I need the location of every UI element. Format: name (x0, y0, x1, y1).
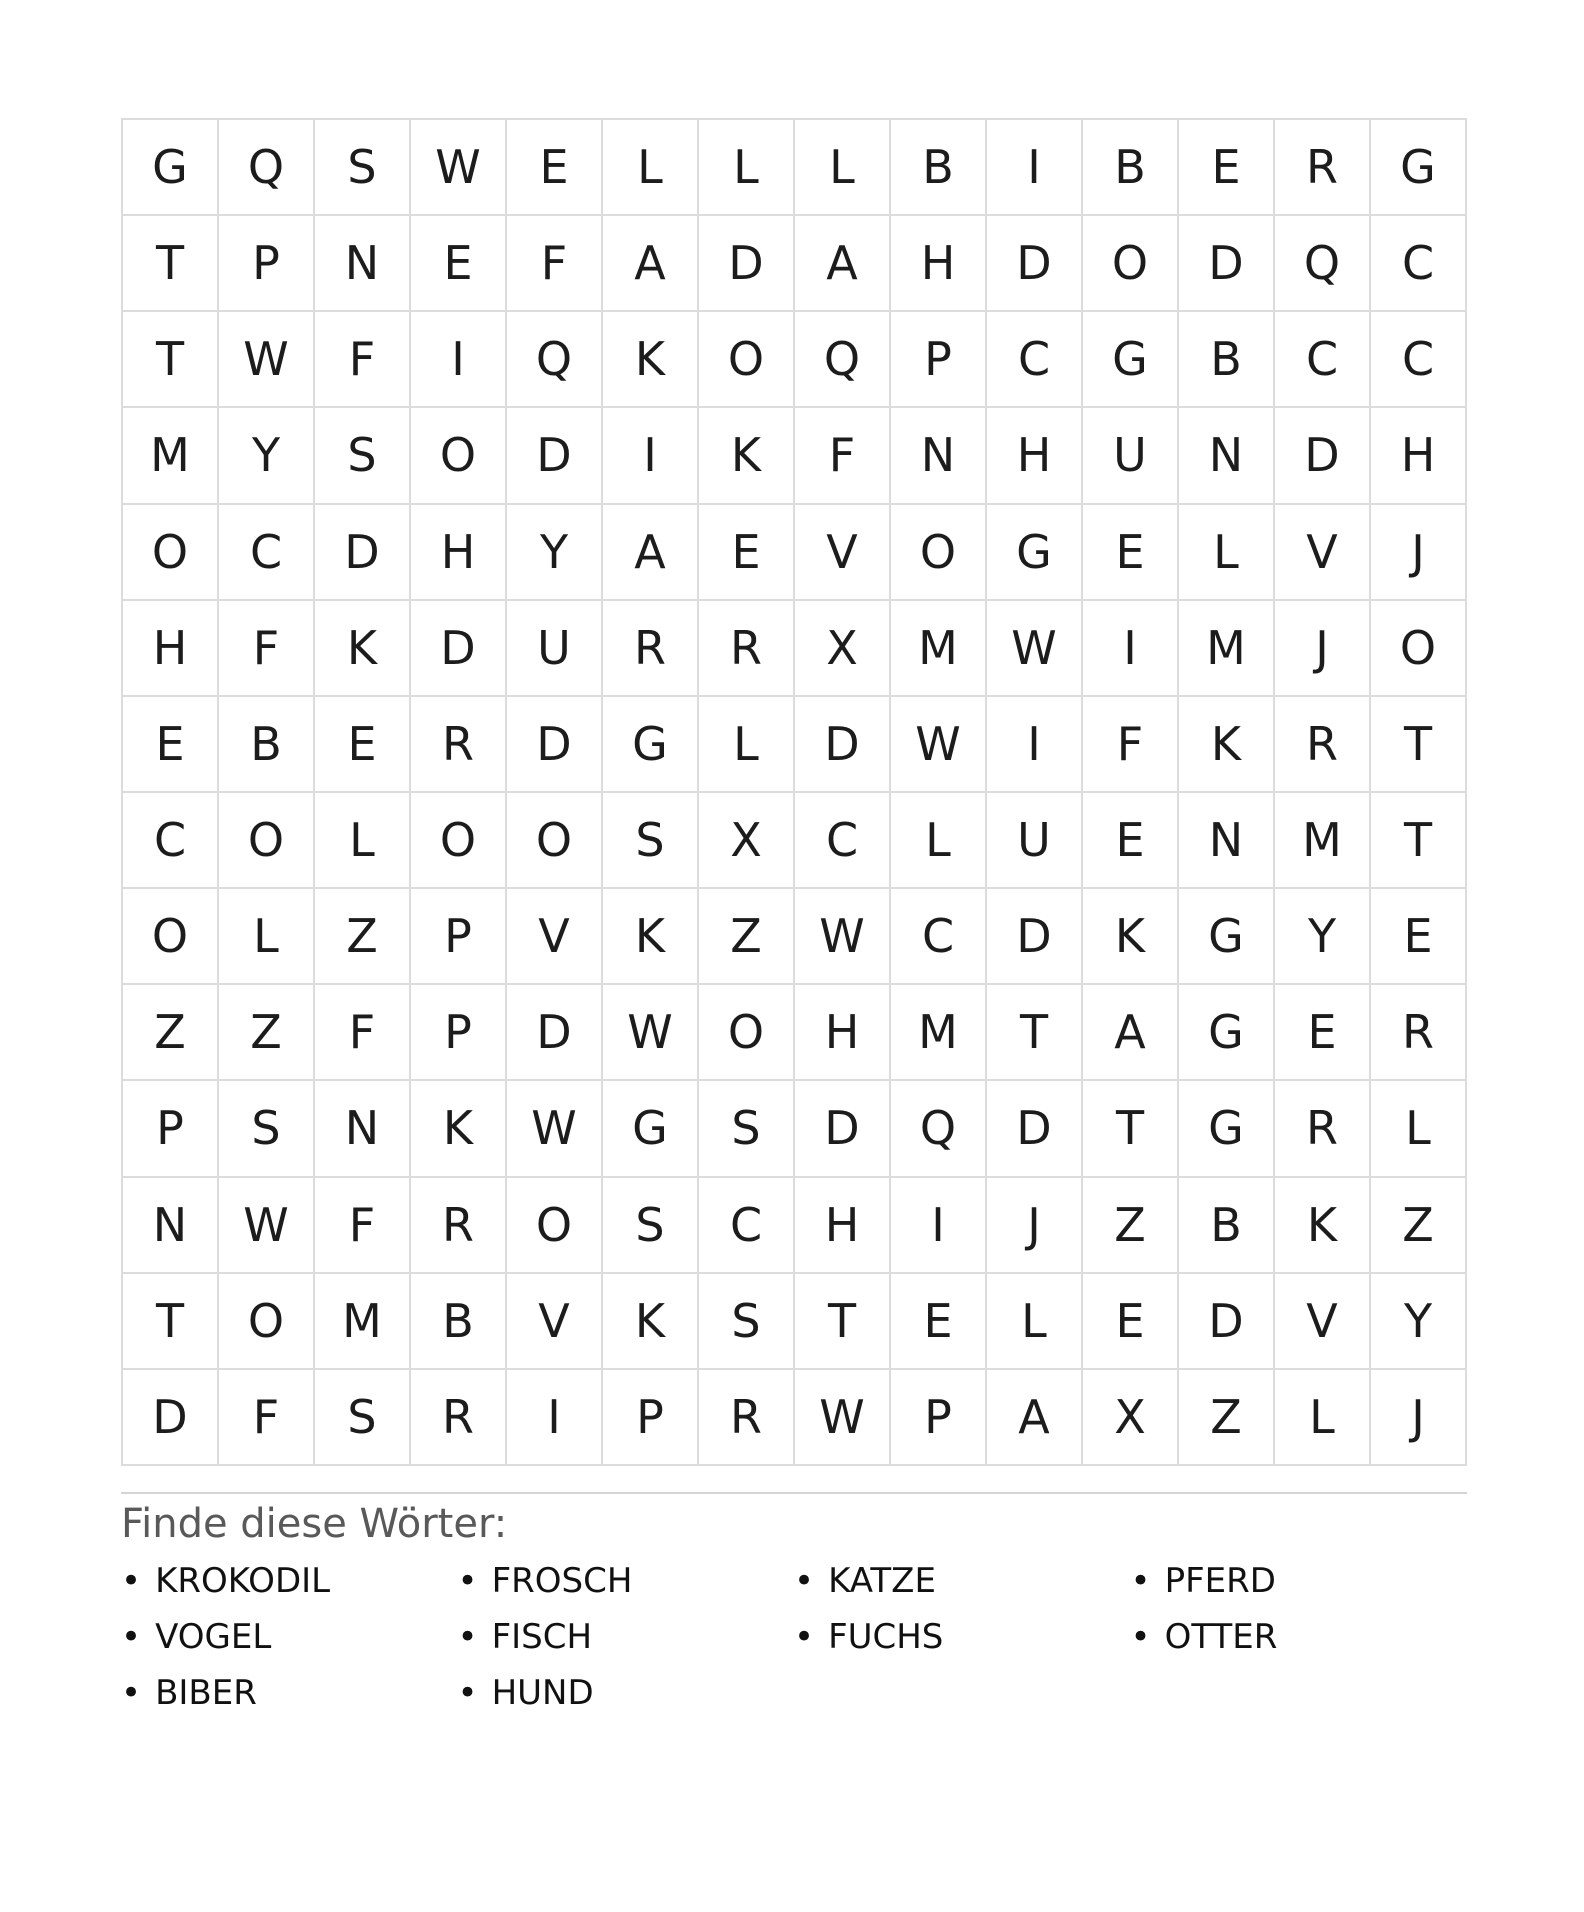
grid-cell: N (1178, 792, 1274, 888)
grid-cell: N (890, 407, 986, 503)
grid-cell: D (1178, 1273, 1274, 1369)
grid-cell: R (1274, 696, 1370, 792)
grid-cell: H (986, 407, 1082, 503)
grid-cell: H (122, 600, 218, 696)
grid-cell: Q (1274, 215, 1370, 311)
grid-cell: K (602, 311, 698, 407)
grid-cell: C (794, 792, 890, 888)
grid-cell: Y (1370, 1273, 1466, 1369)
grid-cell: S (602, 792, 698, 888)
grid-cell: V (1274, 504, 1370, 600)
grid-cell: Y (1274, 888, 1370, 984)
grid-cell: Y (218, 407, 314, 503)
bullet-icon: • (121, 1617, 142, 1657)
grid-cell: E (1082, 504, 1178, 600)
grid-cell: S (698, 1080, 794, 1176)
grid-cell: L (890, 792, 986, 888)
grid-cell: E (1082, 792, 1178, 888)
grid-cell: D (986, 215, 1082, 311)
grid-cell: K (602, 888, 698, 984)
grid-cell: I (506, 1369, 602, 1465)
grid-cell: B (1178, 311, 1274, 407)
bullet-icon: • (121, 1673, 142, 1713)
grid-cell: F (314, 311, 410, 407)
grid-cell: T (122, 215, 218, 311)
grid-cell: R (602, 600, 698, 696)
grid-cell: F (314, 984, 410, 1080)
word-label: FUCHS (828, 1617, 944, 1657)
grid-cell: X (698, 792, 794, 888)
grid-cell: R (698, 1369, 794, 1465)
bullet-icon: • (457, 1673, 478, 1713)
grid-cell: X (1082, 1369, 1178, 1465)
grid-cell: O (698, 984, 794, 1080)
grid-cell: P (218, 215, 314, 311)
grid-cell: M (314, 1273, 410, 1369)
word-list-column (121, 1553, 458, 1721)
word-label: KATZE (828, 1561, 936, 1601)
grid-cell: U (986, 792, 1082, 888)
grid-cell: M (122, 407, 218, 503)
grid-cell: I (986, 119, 1082, 215)
grid-cell: E (410, 215, 506, 311)
grid-cell: T (122, 311, 218, 407)
grid-cell: D (410, 600, 506, 696)
grid-cell: C (890, 888, 986, 984)
grid-cell: S (314, 1369, 410, 1465)
bullet-icon: • (794, 1617, 815, 1657)
grid-cell: D (794, 696, 890, 792)
grid-cell: G (1178, 1080, 1274, 1176)
grid-cell: Q (506, 311, 602, 407)
grid-cell: L (1370, 1080, 1466, 1176)
word-label: PFERD (1164, 1561, 1276, 1601)
grid-cell: R (410, 696, 506, 792)
grid-cell: D (986, 888, 1082, 984)
grid-cell: T (122, 1273, 218, 1369)
grid-cell: C (122, 792, 218, 888)
grid-cell: M (890, 984, 986, 1080)
grid-cell: D (506, 984, 602, 1080)
grid-cell: L (1274, 1369, 1370, 1465)
grid-cell: D (122, 1369, 218, 1465)
word-label: OTTER (1164, 1617, 1278, 1657)
grid-cell: B (1082, 119, 1178, 215)
word-list-columns (121, 1553, 1467, 1721)
grid-cell: B (410, 1273, 506, 1369)
grid-cell: K (1178, 696, 1274, 792)
grid-cell: H (794, 1177, 890, 1273)
word-list-item (121, 1553, 458, 1609)
grid-cell: L (218, 888, 314, 984)
word-label: FISCH (491, 1617, 593, 1657)
grid-cell: F (1082, 696, 1178, 792)
grid-cell: I (890, 1177, 986, 1273)
grid-cell: C (1370, 311, 1466, 407)
grid-cell: P (410, 984, 506, 1080)
grid-cell: T (986, 984, 1082, 1080)
grid-cell: A (1082, 984, 1178, 1080)
grid-cell: L (602, 119, 698, 215)
grid-cell: O (890, 504, 986, 600)
grid-cell: I (1082, 600, 1178, 696)
grid-cell: R (1370, 984, 1466, 1080)
grid-cell: J (1274, 600, 1370, 696)
bullet-icon: • (794, 1561, 815, 1601)
grid-cell: E (1178, 119, 1274, 215)
grid-cell: D (314, 504, 410, 600)
word-list-column (1131, 1553, 1468, 1721)
grid-cell: D (1274, 407, 1370, 503)
grid-cell: V (506, 888, 602, 984)
grid-cell: Z (122, 984, 218, 1080)
grid-cell: W (890, 696, 986, 792)
grid-cell: E (1082, 1273, 1178, 1369)
grid-cell: O (410, 407, 506, 503)
grid-cell: T (1082, 1080, 1178, 1176)
grid-cell: B (218, 696, 314, 792)
grid-cell: M (1178, 600, 1274, 696)
word-list-item (458, 1553, 795, 1609)
grid-cell: L (698, 119, 794, 215)
grid-cell: O (218, 1273, 314, 1369)
word-list-item (458, 1609, 795, 1665)
word-list-column (794, 1553, 1131, 1721)
grid-cell: G (1082, 311, 1178, 407)
grid-cell: G (602, 696, 698, 792)
grid-cell: W (410, 119, 506, 215)
grid-cell: K (1082, 888, 1178, 984)
word-list-item (794, 1553, 1131, 1609)
word-list-item (794, 1609, 1131, 1665)
grid-cell: A (986, 1369, 1082, 1465)
grid-cell: G (1370, 119, 1466, 215)
grid-cell: D (506, 407, 602, 503)
grid-cell: K (602, 1273, 698, 1369)
grid-cell: O (218, 792, 314, 888)
grid-cell: I (986, 696, 1082, 792)
grid-cell: A (602, 504, 698, 600)
grid-cell: C (1370, 215, 1466, 311)
grid-cell: D (698, 215, 794, 311)
grid-cell: J (986, 1177, 1082, 1273)
grid-cell: O (506, 1177, 602, 1273)
grid-cell: D (1178, 215, 1274, 311)
grid-cell: R (698, 600, 794, 696)
grid-cell: X (794, 600, 890, 696)
grid-cell: S (602, 1177, 698, 1273)
grid-cell: Q (794, 311, 890, 407)
grid-cell: C (698, 1177, 794, 1273)
grid-cell: E (1370, 888, 1466, 984)
grid-cell: L (314, 792, 410, 888)
grid-cell: W (506, 1080, 602, 1176)
grid-cell: G (1178, 888, 1274, 984)
grid-cell: Z (698, 888, 794, 984)
grid-cell: U (1082, 407, 1178, 503)
grid-cell: D (506, 696, 602, 792)
grid-cell: G (986, 504, 1082, 600)
grid-cell: W (794, 1369, 890, 1465)
grid-cell: V (1274, 1273, 1370, 1369)
grid-cell: Q (218, 119, 314, 215)
grid-cell: I (410, 311, 506, 407)
grid-cell: K (410, 1080, 506, 1176)
grid-cell: G (122, 119, 218, 215)
word-list-heading: Finde diese Wörter: (121, 1501, 508, 1547)
grid-cell: G (602, 1080, 698, 1176)
word-list-item (1131, 1553, 1468, 1609)
grid-cell: P (890, 311, 986, 407)
grid-cell: D (986, 1080, 1082, 1176)
grid-cell: R (410, 1369, 506, 1465)
grid-cell: Z (218, 984, 314, 1080)
bullet-icon: • (457, 1617, 478, 1657)
grid-cell: O (122, 888, 218, 984)
grid-cell: E (506, 119, 602, 215)
grid-cell: E (698, 504, 794, 600)
grid-cell: V (506, 1273, 602, 1369)
grid-cell: Z (1370, 1177, 1466, 1273)
grid-cell: N (314, 215, 410, 311)
grid-cell: F (218, 1369, 314, 1465)
grid-cell: P (602, 1369, 698, 1465)
grid-cell: M (890, 600, 986, 696)
grid-cell: S (698, 1273, 794, 1369)
word-label: VOGEL (155, 1617, 272, 1657)
grid-cell: E (1274, 984, 1370, 1080)
grid-cell: H (794, 984, 890, 1080)
grid-cell: Q (890, 1080, 986, 1176)
grid-cell: N (314, 1080, 410, 1176)
word-list-item (1131, 1609, 1468, 1665)
grid-cell: F (506, 215, 602, 311)
word-label: KROKODIL (155, 1561, 331, 1601)
bullet-icon: • (121, 1561, 142, 1601)
bullet-icon: • (1130, 1617, 1151, 1657)
grid-cell: H (890, 215, 986, 311)
grid-cell: W (794, 888, 890, 984)
grid-cell: O (1370, 600, 1466, 696)
grid-cell: I (602, 407, 698, 503)
grid-cell: Y (506, 504, 602, 600)
grid-cell: A (602, 215, 698, 311)
grid-cell: R (1274, 119, 1370, 215)
grid-cell: H (1370, 407, 1466, 503)
grid-cell: R (1274, 1080, 1370, 1176)
word-label: HUND (491, 1673, 594, 1713)
section-divider (121, 1492, 1467, 1494)
grid-cell: F (794, 407, 890, 503)
grid-cell: O (506, 792, 602, 888)
word-search-grid (121, 118, 1467, 1466)
word-list-item (121, 1665, 458, 1721)
grid-cell: C (986, 311, 1082, 407)
grid-cell: O (122, 504, 218, 600)
grid-cell: L (1178, 504, 1274, 600)
grid-cell: Z (1082, 1177, 1178, 1273)
grid-cell: D (794, 1080, 890, 1176)
grid-cell: O (410, 792, 506, 888)
grid-cell: O (1082, 215, 1178, 311)
grid-cell: B (1178, 1177, 1274, 1273)
grid-cell: U (506, 600, 602, 696)
grid-cell: F (314, 1177, 410, 1273)
grid-cell: B (890, 119, 986, 215)
grid-cell: L (986, 1273, 1082, 1369)
grid-cell: P (890, 1369, 986, 1465)
grid-cell: E (122, 696, 218, 792)
grid-cell: R (410, 1177, 506, 1273)
word-list-column (458, 1553, 795, 1721)
grid-cell: T (1370, 792, 1466, 888)
grid-cell: V (794, 504, 890, 600)
grid-cell: W (218, 1177, 314, 1273)
grid-cell: K (1274, 1177, 1370, 1273)
grid-cell: S (314, 119, 410, 215)
grid-cell: E (890, 1273, 986, 1369)
grid-cell: S (218, 1080, 314, 1176)
grid-cell: O (698, 311, 794, 407)
grid-cell: H (410, 504, 506, 600)
word-list-item (458, 1665, 795, 1721)
grid-cell: Z (314, 888, 410, 984)
grid-cell: F (218, 600, 314, 696)
grid-cell: Z (1178, 1369, 1274, 1465)
grid-cell: C (218, 504, 314, 600)
grid-cell: G (1178, 984, 1274, 1080)
grid-cell: M (1274, 792, 1370, 888)
grid-cell: P (410, 888, 506, 984)
grid-cell: N (122, 1177, 218, 1273)
grid-cell: T (794, 1273, 890, 1369)
grid-cell: L (698, 696, 794, 792)
grid-cell: J (1370, 504, 1466, 600)
grid-cell: W (986, 600, 1082, 696)
grid-cell: A (794, 215, 890, 311)
grid-cell: J (1370, 1369, 1466, 1465)
grid-cell: W (218, 311, 314, 407)
grid-cell: C (1274, 311, 1370, 407)
word-list-item (121, 1609, 458, 1665)
grid-cell: L (794, 119, 890, 215)
grid-cell: N (1178, 407, 1274, 503)
grid-cell: K (314, 600, 410, 696)
grid-cell: W (602, 984, 698, 1080)
grid-cell: P (122, 1080, 218, 1176)
bullet-icon: • (457, 1561, 478, 1601)
grid-cell: T (1370, 696, 1466, 792)
bullet-icon: • (1130, 1561, 1151, 1601)
grid-cell: K (698, 407, 794, 503)
word-label: FROSCH (491, 1561, 633, 1601)
grid-cell: E (314, 696, 410, 792)
grid-cell: S (314, 407, 410, 503)
word-label: BIBER (155, 1673, 257, 1713)
